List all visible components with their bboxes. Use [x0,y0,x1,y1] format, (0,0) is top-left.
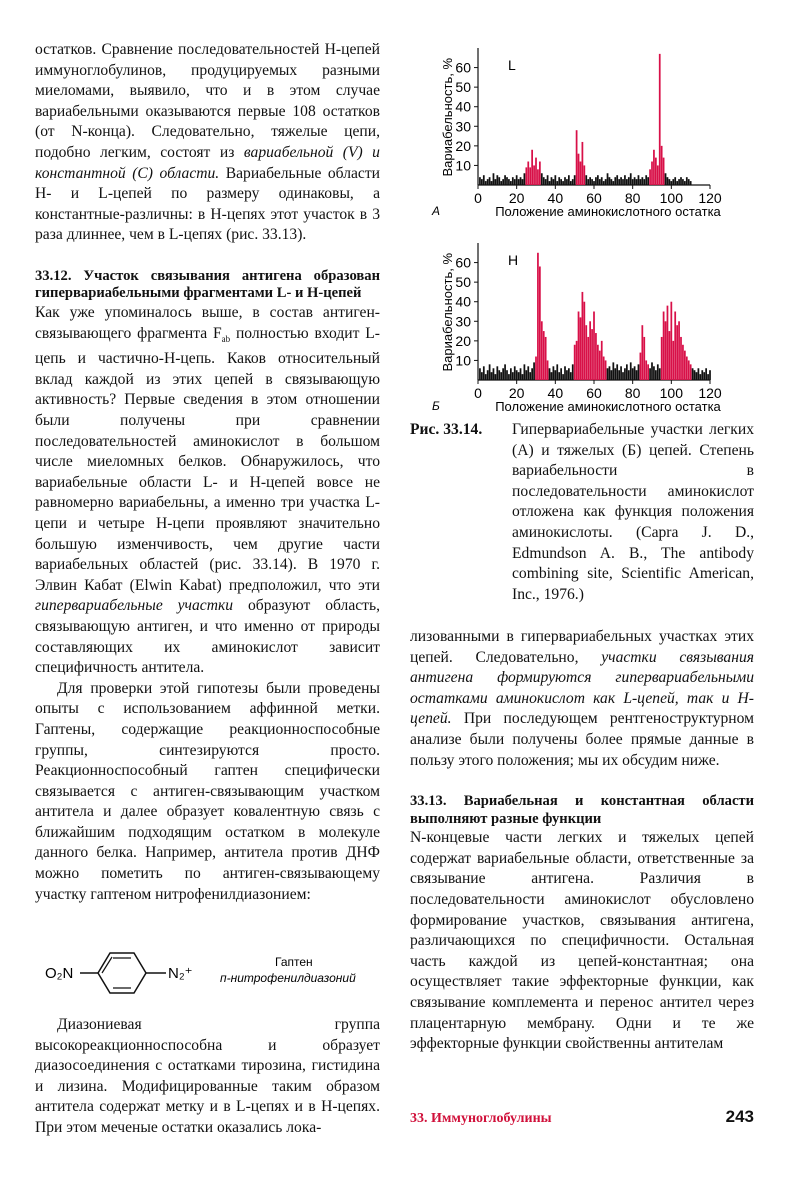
bar [636,179,638,185]
bar [630,362,632,380]
bar [653,150,655,185]
bar [622,179,624,185]
bar [703,372,705,380]
bar [645,360,647,380]
bar [624,175,626,185]
x-tick-label: 20 [508,385,525,401]
bar [593,181,595,185]
bar [707,374,709,380]
bar [609,177,611,185]
bar [510,181,512,185]
bar [502,179,504,185]
bar [599,351,601,380]
bar [491,181,493,185]
bar [582,142,584,185]
bar [479,368,481,380]
bar [520,177,522,185]
bar [603,181,605,185]
bar [641,177,643,185]
bar [481,179,483,185]
y-tick-label: 30 [455,118,471,135]
x-tick-label: 120 [698,385,722,401]
bar [495,179,497,185]
bar [647,364,649,380]
bar [651,362,653,380]
paragraph: N-концевые части легких и тяжелых цепей содержат вариабельные области, ответственные за связывание антигена. Различия в последовательности аминокислот обусловлено формирование участков, связывания антигена, различающихся по специфичности. Остальная часть каждой из цепей-константная; она осуществляет такие эффекторные функции, как связывание комплемента и перенос антител через плацентарную мембрану. Одни и те же эффекторные функции свойственны антителам [410,829,754,1053]
bar [537,253,539,380]
bar [514,366,516,380]
bar [545,337,547,380]
x-tick-label: 80 [624,385,641,401]
bar [601,177,603,185]
bar [661,146,663,185]
bar [504,175,506,185]
bar [676,181,678,185]
bar [657,165,659,185]
bar [547,175,549,185]
bar [587,337,589,380]
bar [489,177,491,185]
bar [607,368,609,380]
y-tick-label: 50 [455,79,471,96]
bar [618,179,620,185]
bar [696,372,698,380]
bar [709,370,711,380]
bar [570,181,572,185]
bar [518,372,520,380]
bar [531,368,533,380]
bar [690,181,692,185]
bar [614,177,616,185]
bar [640,179,642,185]
bar [522,374,524,380]
bar [699,374,701,380]
y-tick-label: 50 [455,274,471,291]
bar [525,370,527,380]
y-tick-label: 20 [455,332,471,349]
bar [595,333,597,380]
bar [688,360,690,380]
bar [694,370,696,380]
bar [647,177,649,185]
bar [510,368,512,380]
bar [543,331,545,380]
bar [496,366,498,380]
bar [626,364,628,380]
x-tick-label: 60 [586,190,602,206]
bar [570,372,572,380]
bar [500,372,502,380]
bar [632,368,634,380]
running-title: 33. Иммуноглобулины [410,1111,552,1126]
x-tick-label: 40 [547,385,564,401]
bar [643,179,645,185]
bar [524,173,526,185]
x-axis-label: Положение аминокислотного остатка [495,204,721,219]
bar [576,341,578,380]
bar [651,162,653,185]
bar [587,179,589,185]
series-label: L [508,57,516,73]
bar [607,173,609,185]
bar [632,179,634,185]
bar [688,179,690,185]
bar [599,179,601,185]
bar [560,368,562,380]
bar [680,337,682,380]
bar [690,364,692,380]
bar [672,341,674,380]
chart-svg-b [410,235,760,420]
bar [686,177,688,185]
bar [583,302,585,380]
bar [495,374,497,380]
y-tick-label: 20 [455,137,471,154]
bar [533,165,535,185]
bar [655,158,657,185]
y-tick-label: 40 [455,293,471,310]
series-label: H [508,252,519,268]
bar [655,370,657,380]
bar [502,368,504,380]
bar [506,177,508,185]
bar [520,368,522,380]
bar [578,312,580,381]
bar [682,179,684,185]
bar [525,167,527,185]
bar [551,372,553,380]
bar [514,179,516,185]
bar [701,370,703,380]
bar [493,173,495,185]
right-column [410,627,754,1055]
bar [649,368,651,380]
paragraph: Как уже упоминалось выше, в состав антиген-связывающего фрагмента $F_{ab}$ полностью входит L-цепь и частично-Н-цепь. Каков относительный вклад каждой из этих цепей в связывающую активность? Первые сведения в этом отношении были получены при сравнении последовательностей аминокислот в большом числе миеломных белков. Обнаружилось, что вариабельные области L- и Н-цепей вовсе не равномерно вариабельны, а именно три участка L-цепи и четыре Н-цепи проявляют значительно большую изменчивость, чем другие части вариабельных областей (рис. 33.14). В 1970 г. Элвин Кабат (Elwin Kabat) предположил, что эти гипервариабельные участки образуют область, связывающую антиген, и что именно от природы составляющих их аминокислот зависит специфичность антитела. [35,303,380,677]
bar [522,179,524,185]
paragraph: Для проверки этой гипотезы были проведены опыты с использованием аффинной метки. Гаптены, содержащие реакционноспособные группы, синтезируются просто. Реакционноспособный гаптен специфически связывается с антиген-связывающим участком антитела и далее образует ковалентную связь с ближайшим подходящим остатком в молекуле данного белка. Например, антитела против ДНФ можно пометить по антиген-связывающему участку гаптеном нитрофенилдиазонием: [35,679,380,903]
bar [496,175,498,185]
bar [504,364,506,380]
bar [674,177,676,185]
y-axis-label: Вариабельность, % [440,58,455,177]
bar [663,158,665,185]
bar [591,179,593,185]
bar [616,175,618,185]
bar [636,370,638,380]
bar [669,331,671,380]
bar [678,179,680,185]
bar [593,312,595,381]
y-tick-label: 10 [455,157,471,174]
paragraph: Диазониевая группа высокореакционноспособна и образует диазосоединения с остатками тирозина, гистидина и лизина. Модифицированные таким образом антитела содержат метку и в L-цепях и в Н-цепях. При этом меченые остатки оказались лока- [35,1016,380,1136]
bar [626,179,628,185]
bar [485,181,487,185]
bar [558,177,560,185]
bar [665,173,667,185]
bar [568,368,570,380]
figure-caption [410,420,754,605]
bar [620,177,622,185]
bar [529,167,531,185]
bar [562,181,564,185]
page-number: 243 [725,1107,754,1126]
bar [611,179,613,185]
bar [603,357,605,380]
left-column-bottom [35,1015,380,1139]
bar [620,366,622,380]
bar [643,337,645,380]
bar [628,370,630,380]
bar [585,325,587,380]
bar [572,364,574,380]
x-tick-label: 0 [474,190,482,206]
bar [487,370,489,380]
x-tick-label: 120 [698,190,722,206]
bar [541,321,543,380]
bar [541,173,543,185]
bar [485,374,487,380]
bar [678,321,680,380]
bar [483,366,485,380]
chart-light-chain [410,40,760,225]
bar [572,179,574,185]
bar [616,364,618,380]
bar [560,179,562,185]
panel-letter: Б [432,399,440,413]
bar [634,366,636,380]
bar [595,177,597,185]
bar [537,169,539,185]
caption-label: Рис. 33.14. [410,421,483,438]
bar [578,154,580,185]
bar [580,317,582,380]
y-tick-label: 10 [455,352,471,369]
bar [498,370,500,380]
o2n-group: O₂N [45,965,74,982]
left-column [35,40,380,905]
bar [622,372,624,380]
bar [665,321,667,380]
bar [692,368,694,380]
bar [612,362,614,380]
bar [667,306,669,380]
bar [498,177,500,185]
haptene-label: Гаптен [275,955,313,969]
bar [585,175,587,185]
x-tick-label: 100 [659,385,684,401]
bar [605,179,607,185]
bar [574,175,576,185]
x-tick-label: 40 [547,190,564,206]
x-tick-label: 60 [586,385,602,401]
bar [512,177,514,185]
benzene-ring-structure [40,948,380,998]
bar [657,364,659,380]
bar [612,181,614,185]
section-heading: 33.12. Участок связывания антигена образован гипервариабельными фрагментами L- и Н-цепей [35,267,380,302]
paragraph: остатков. Сравнение последовательностей Н-цепей иммуноглобулинов, продуцируемых разными миеломами, выявило, что и в этом случае вариабельными оказываются первые 108 остатков (от N-конца). Следовательно, тяжелые цепи, подобно легким, состоят из вариабельной (V) и константной (C) области. Вариабельные области Н- и L-цепей по размеру одинаковы, а константные-различны: в Н-цепях этот участок в 3 раза длиннее, чем в L-цепях (рис. 33.13). [35,41,380,244]
bar [667,177,669,185]
x-tick-label: 20 [508,190,525,206]
bar [556,181,558,185]
bar [628,177,630,185]
bar [527,366,529,380]
bar [516,370,518,380]
bar [645,175,647,185]
y-tick-label: 60 [455,59,471,76]
bar [493,368,495,380]
bar [491,372,493,380]
bar [539,266,541,380]
bar [589,177,591,185]
bar [669,179,671,185]
bar [527,162,529,185]
caption-text: Гипервариабельные участки легких (А) и тяжелых (Б) цепей. Степень вариабельности в последовательности аминокислот отложена как функция положения аминокислоты. (Capra J. D., Edmundson A. B., The antibody combining site, Scientific American, Inc., 1976.) [512,421,754,603]
bar [705,368,707,380]
x-axis-label: Положение аминокислотного остатка [495,399,721,414]
bar [597,175,599,185]
bar [551,177,553,185]
bar [568,175,570,185]
bar [489,364,491,380]
bar [554,370,556,380]
bar [483,175,485,185]
bar [676,325,678,380]
bar [582,292,584,380]
bar [670,302,672,380]
n2-group: N₂⁺ [168,965,193,982]
bar [663,312,665,381]
bar [614,368,616,380]
bar [553,366,555,380]
bar [684,181,686,185]
bar [638,175,640,185]
bar [659,368,661,380]
bar [566,179,568,185]
bar [611,370,613,380]
bar [649,169,651,185]
bar [589,321,591,380]
bar [535,357,537,380]
y-axis-label: Вариабельность, % [440,253,455,372]
bar [618,370,620,380]
bar [597,345,599,380]
bar [508,179,510,185]
paragraph: лизованными в гипервариабельных участках этих цепей. Следовательно, участки связывания антигена формируются гипервариабельными остатками аминокислот как L-цепей, так и Н-цепей. При последующем рентгеноструктурном анализе были получены более прямые данные в пользу этого положения; мы их обсудим ниже. [410,628,754,769]
bar [479,177,481,185]
page-footer [410,1109,754,1127]
bar [566,370,568,380]
chart-heavy-chain [410,235,760,420]
bar [481,372,483,380]
bar [672,179,674,185]
bar [659,54,661,185]
bar [516,175,518,185]
section-heading: 33.13. Вариабельная и константная области выполняют разные функции [410,793,754,827]
bar [674,312,676,381]
chart-svg-a [410,40,760,225]
bar [634,177,636,185]
bar [638,364,640,380]
bar [564,177,566,185]
bar [680,177,682,185]
bar [549,368,551,380]
bar [556,364,558,380]
bar [529,372,531,380]
x-tick-label: 80 [624,190,641,206]
bar [554,175,556,185]
bar [574,345,576,380]
bar [609,366,611,380]
bar [535,158,537,185]
bar [640,353,642,380]
bar [624,368,626,380]
bar [500,181,502,185]
bar [508,374,510,380]
bar [512,372,514,380]
y-tick-label: 30 [455,313,471,330]
x-tick-label: 0 [474,385,482,401]
bar [684,351,686,380]
bar [549,181,551,185]
bar [545,179,547,185]
bar [543,177,545,185]
y-tick-label: 40 [455,98,471,115]
bar [601,341,603,380]
bar [661,337,663,380]
bar [653,366,655,380]
bar [591,329,593,380]
bar [580,162,582,185]
bar [576,130,578,185]
haptene-name: п-нитрофенилдиазоний [220,971,356,985]
bar [682,345,684,380]
bar [547,360,549,380]
bar [558,372,560,380]
panel-letter: А [432,204,441,218]
bar [524,364,526,380]
bar [506,370,508,380]
bar [670,181,672,185]
bar [533,362,535,380]
bar [564,366,566,380]
y-tick-label: 60 [455,254,471,271]
haptene-formula [40,948,380,998]
bar [698,368,700,380]
bar [562,374,564,380]
bar [630,173,632,185]
bar [583,165,585,185]
bar [641,325,643,380]
bar [531,150,533,185]
bar [686,357,688,380]
x-tick-label: 100 [659,190,684,206]
bar [605,360,607,380]
bar [518,179,520,185]
bar [487,179,489,185]
bar [553,179,555,185]
bar [539,162,541,185]
